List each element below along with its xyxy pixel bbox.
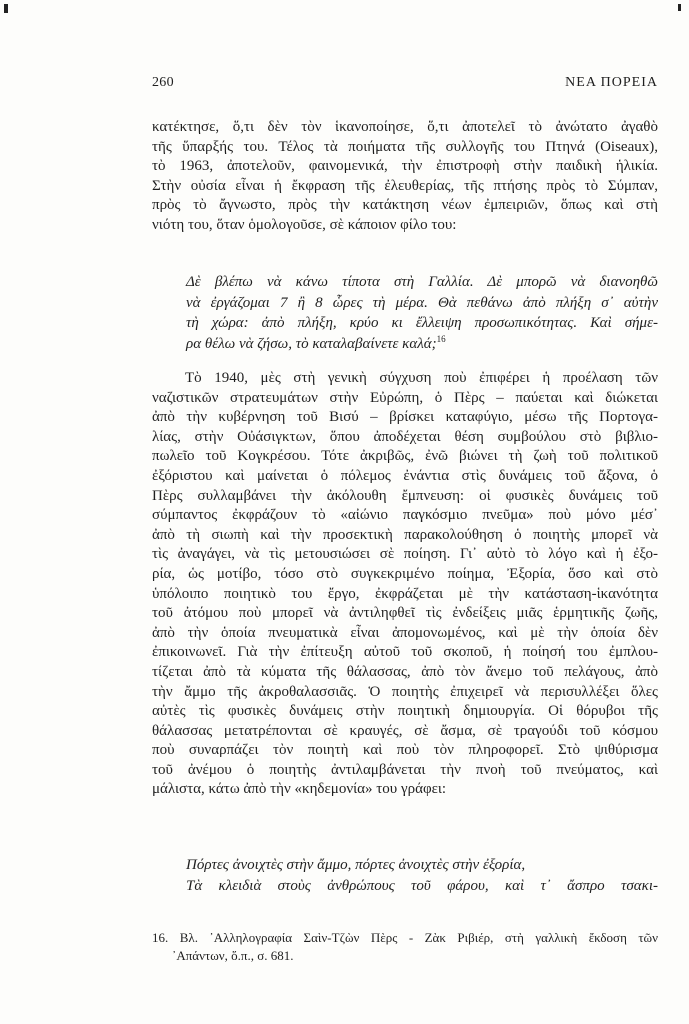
text-line: ἐξόριστου καὶ μαίνεται ὁ πόλεμος ἐνάντια στὶς δυνάμεις τοῦ ἄξονα, ὁ — [152, 467, 658, 484]
quote-line — [186, 334, 658, 355]
block-quote — [186, 272, 658, 354]
text-line: ἀπὸ τὴν ὁποία πνευματικὰ εἶναι ἀπομονωμένος, καὶ μὲ τὴν ὁποία δὲν — [152, 624, 658, 641]
text-line: νιότη του, ὅταν ὁμολογοῦσε, σὲ κάποιον φίλο του: — [152, 216, 457, 233]
text-line: αὐτὲς τὶς φυσικὲς δυνάμεις στὴν ποιητικὴ δημιουργία. Οἱ θόρυβοι τῆς — [152, 703, 658, 720]
quote-line-content: ρα θέλω νὰ ζήσω, τὸ καταλαβαίνετε καλά; — [186, 335, 437, 352]
running-title: ΝΕΑ ΠΟΡΕΙΑ — [565, 75, 658, 90]
text-line: σύμπαντος ἐκφράζουν τὸ «αἰώνιο παγκόσμιο πνεῦμα» ποὺ μόνο μέσ᾿ — [152, 507, 658, 524]
quote-line: Δὲ βλέπω νὰ κάνω τίποτα στὴ Γαλλία. Δὲ μπορῶ νὰ διανοηθῶ — [186, 274, 658, 290]
text-line: ἀπὸ τὴν κυβέρνηση τοῦ Βισύ – βρίσκει καταφύγιο, μέσω τῆς Πορτογα- — [152, 409, 658, 426]
text-line: ποὺ συναρπάζει τὸν ποιητὴ καὶ ποὺ τὸν πληροφορεῖ. Στὸ ψιθύρισμα — [152, 742, 658, 759]
text-line: ἐπικοινωνεῖ. Γιὰ τὴν ἐπίτευξη αὐτοῦ τοῦ σκοποῦ, ἡ ποίησή του ἐμπλου- — [152, 644, 658, 661]
footnote-ref[interactable]: 16 — [436, 333, 446, 344]
text-line: κατέκτησε, ὅ,τι δὲν τὸν ἱκανοποίησε, ὅ,τι ἀποτελεῖ τὸ ἀνώτατο ἀγαθὸ — [152, 119, 658, 135]
text-line: θάλασσας μετατρέπονται σὲ κραυγές, σὲ ἄσμα, σὲ τραγούδι τοῦ κόσμου — [152, 722, 658, 739]
quote-line: νὰ ἐργάζομαι 7 ἢ 8 ὧρες τὴ μέρα. Θὰ πεθάνω ἀπὸ πλήξη σ᾿ αὐτὴν — [186, 294, 658, 311]
quote-line: τὴ χώρα: ἀπὸ πλήξη, κρύο κι ἔλλειψη προσωπικότητας. Καὶ σήμε- — [186, 315, 658, 331]
text-line: Πὲρς συλλαμβάνει τὴν ἀκόλουθη ἔμπνευση: οἱ φυσικὲς δυνάμεις τοῦ — [152, 487, 658, 504]
footnote-line: 16. Βλ. ᾿Αλληλογραφία Σαὶν-Τζὼν Πὲρς - Ζὰκ Ριβιέρ, στὴ γαλλικὴ ἔκδοση τῶν — [152, 930, 658, 945]
poem-excerpt — [186, 855, 658, 897]
text-line: μάλιστα, κάτω ἀπὸ τὴν «κηδεμονία» του γράφει: — [152, 781, 447, 798]
paragraph-1 — [152, 118, 658, 236]
text-line: τὴν ἄμμο τῆς ἀκροθαλασσιᾶς. Ὁ ποιητὴς ἐπιχειρεῖ νὰ περισυλλέξει ὅλες — [152, 683, 658, 700]
scan-mark — [678, 4, 681, 11]
text-line: ὑπόλοιπο ποιητικὸ του ἔργο, ἐκφράζεται μὲ τὴν κατάσταση-ἱκανότητα — [152, 585, 658, 602]
text-line: Στὴν οὐσία εἶναι ἡ ἔκφραση τῆς ἐλευθερίας, τῆς πτήσης πρὸς τὸ Σύμπαν, — [152, 177, 658, 194]
text-line: τὶς ἀναγάγει, νὰ τὶς μετουσιώσει σὲ ποίηση. Γι᾿ αὐτὸ τὸ λόγο καὶ ἡ ἐξο- — [152, 546, 658, 563]
footnote — [152, 929, 658, 964]
poem-line: Τὰ κλειδιὰ στοὺς ἀνθρώπους τοῦ φάρου, καὶ τ᾿ ἄσπρο τσακι- — [186, 878, 658, 894]
text-line: λίας, στὴν Οὐάσιγκτων, ὅπου ἀποδέχεται θέση συμβούλου στὸ βιβλιο- — [152, 428, 658, 445]
text-line: τίζεται ἀπὸ τὰ κύματα τῆς θάλασσας, ἀπὸ τὸν ἄνεμο τοῦ πελάγους, ἀπὸ — [152, 663, 658, 680]
paragraph-2 — [152, 369, 658, 800]
footnote-line: ᾿Απάντων, ὅ.π., σ. 681. — [172, 947, 294, 963]
text-line: ἀπὸ τὴ σιωπὴ καὶ τὴν προσεκτικὴ παρακολούθηση ὁ ποιητὴς μπορεῖ νὰ — [152, 526, 658, 543]
text-line: τὸ 1963, ἀποτελοῦν, φαινομενικά, τὴν ἐπιστροφὴ στὴν παιδικὴ ἡλικία. — [152, 158, 658, 175]
text-line: Τὸ 1940, μὲς στὴ γενικὴ σύγχυση ποὺ ἐπιφέρει ἡ προέλαση τῶν — [185, 370, 658, 386]
text-line: πωλεῖο τοῦ Κογκρέσου. Τότε ἀκριβῶς, ἐνῶ βιώνει τὴ ζωὴ τοῦ πολιτικοῦ — [152, 448, 658, 465]
text-line: τοῦ ἀτόμου ποὺ μπορεῖ νὰ ἀντιληφθεῖ τὶς ἐνδείξεις μιᾶς ἑρμητικῆς ζωῆς, — [152, 605, 658, 622]
text-line: πρὸς τὸ ἄγνωστο, πρὸς τὴν κατάκτηση νέων ἐμπειριῶν, ὅπως καὶ στὴ — [152, 197, 658, 214]
text-line: τοῦ ἀνέμου ὁ ποιητὴς ἀντιλαμβάνεται τὴν πνοὴ τοῦ πνεύματος, καὶ — [152, 761, 658, 778]
page-number: 260 — [152, 75, 174, 90]
text-line-content: τῆς ὕπαρξής του. Τέλος τὰ ποιήματα τῆς συλλογῆς του Πτηνά (Oiseaux), — [152, 138, 658, 155]
scan-mark — [4, 4, 8, 13]
poem-line: Πόρτες ἀνοιχτὲς στὴν ἄμμο, πόρτες ἀνοιχτὲς στὴν ἐξορία, — [186, 857, 526, 873]
text-line: ρία, ὡς μοτίβο, τόσο στὸ συγκεκριμένο ποίημα, Ἐξορία, ὅσο καὶ στὸ — [152, 565, 658, 582]
text-line: ναζιστικῶν στρατευμάτων στὴν Εὐρώπη, ὁ Πὲρς – παύεται καὶ διώκεται — [152, 389, 658, 406]
text-line — [152, 138, 658, 158]
